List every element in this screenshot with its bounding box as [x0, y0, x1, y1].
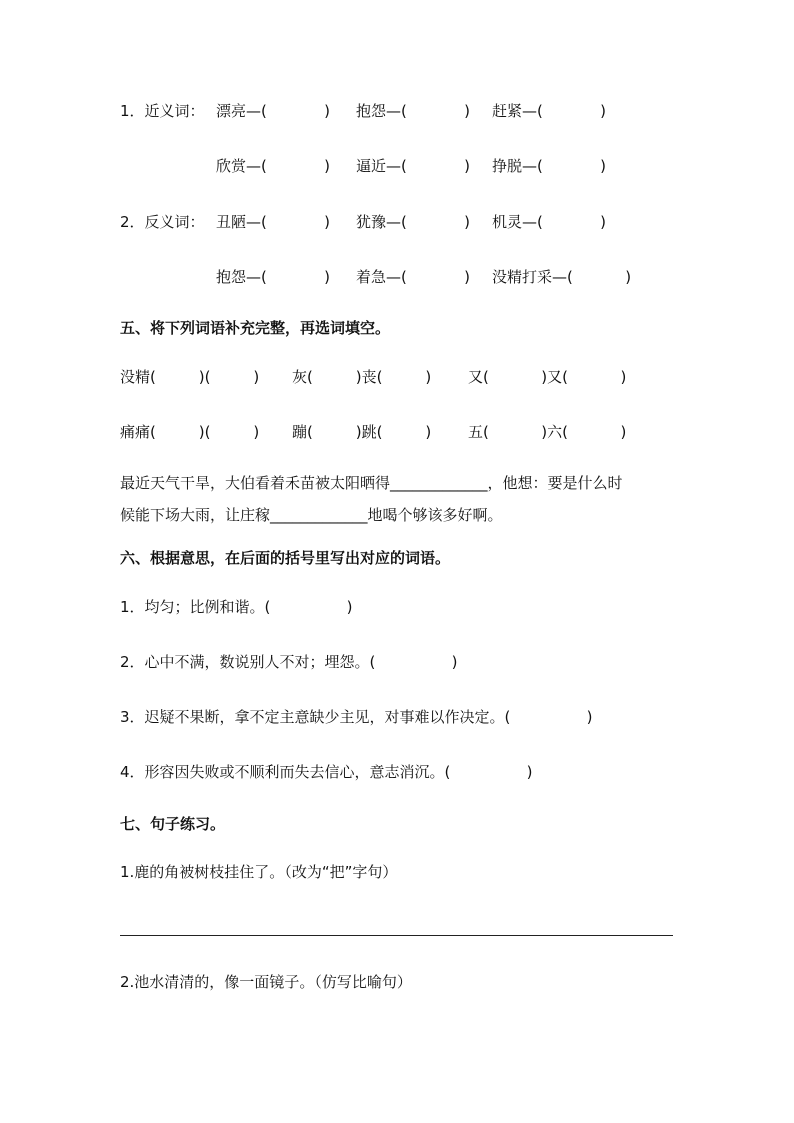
answer-line	[120, 935, 673, 936]
paragraph-line: 最近天气干旱，大伯看着禾苗被太阳晒得_____________，他想：要是什么时	[120, 474, 623, 492]
sentence-question: 1.鹿的角被树枝挂住了。（改为“把”字句）	[120, 863, 398, 881]
definition-item: 4．形容因失败或不顺利而失去信心，意志消沉。( )	[120, 763, 533, 781]
synonym-item: 抱怨—( )	[356, 102, 470, 120]
synonym-item: 挣脱—( )	[492, 157, 606, 175]
fill-word-item: 五( )六( )	[468, 423, 627, 441]
fill-word-item: 灰( )丧( )	[292, 368, 432, 386]
fill-word-item: 又( )又( )	[468, 368, 627, 386]
synonyms-label: 1．近义词：	[120, 102, 205, 120]
antonym-item: 机灵—( )	[492, 213, 606, 231]
section7-title: 七、句子练习。	[120, 815, 226, 833]
fill-word-item: 痛痛( )( )	[120, 423, 260, 441]
section5-title: 五、将下列词语补充完整，再选词填空。	[120, 319, 391, 337]
definition-item: 3．迟疑不果断，拿不定主意缺少主见，对事难以作决定。( )	[120, 708, 593, 726]
sentence-question: 2.池水清清的，像一面镜子。（仿写比喻句）	[120, 973, 412, 991]
antonym-item: 着急—( )	[356, 268, 470, 286]
section6-title: 六、根据意思，在后面的括号里写出对应的词语。	[120, 549, 451, 567]
antonyms-label: 2．反义词：	[120, 213, 205, 231]
fill-word-item: 蹦( )跳( )	[292, 423, 432, 441]
synonym-item: 逼近—( )	[356, 157, 470, 175]
antonym-item: 抱怨—( )	[216, 268, 330, 286]
paragraph-line: 候能下场大雨，让庄稼_____________地喝个够该多好啊。	[120, 506, 503, 524]
definition-item: 2．心中不满，数说别人不对；埋怨。( )	[120, 653, 458, 671]
antonym-item: 没精打采—( )	[492, 268, 632, 286]
synonym-item: 欣赏—( )	[216, 157, 330, 175]
synonym-item: 赶紧—( )	[492, 102, 606, 120]
antonym-item: 丑陋—( )	[216, 213, 330, 231]
fill-word-item: 没精( )( )	[120, 368, 260, 386]
antonym-item: 犹豫—( )	[356, 213, 470, 231]
definition-item: 1．均匀；比例和谐。( )	[120, 598, 353, 616]
synonym-item: 漂亮—( )	[216, 102, 330, 120]
